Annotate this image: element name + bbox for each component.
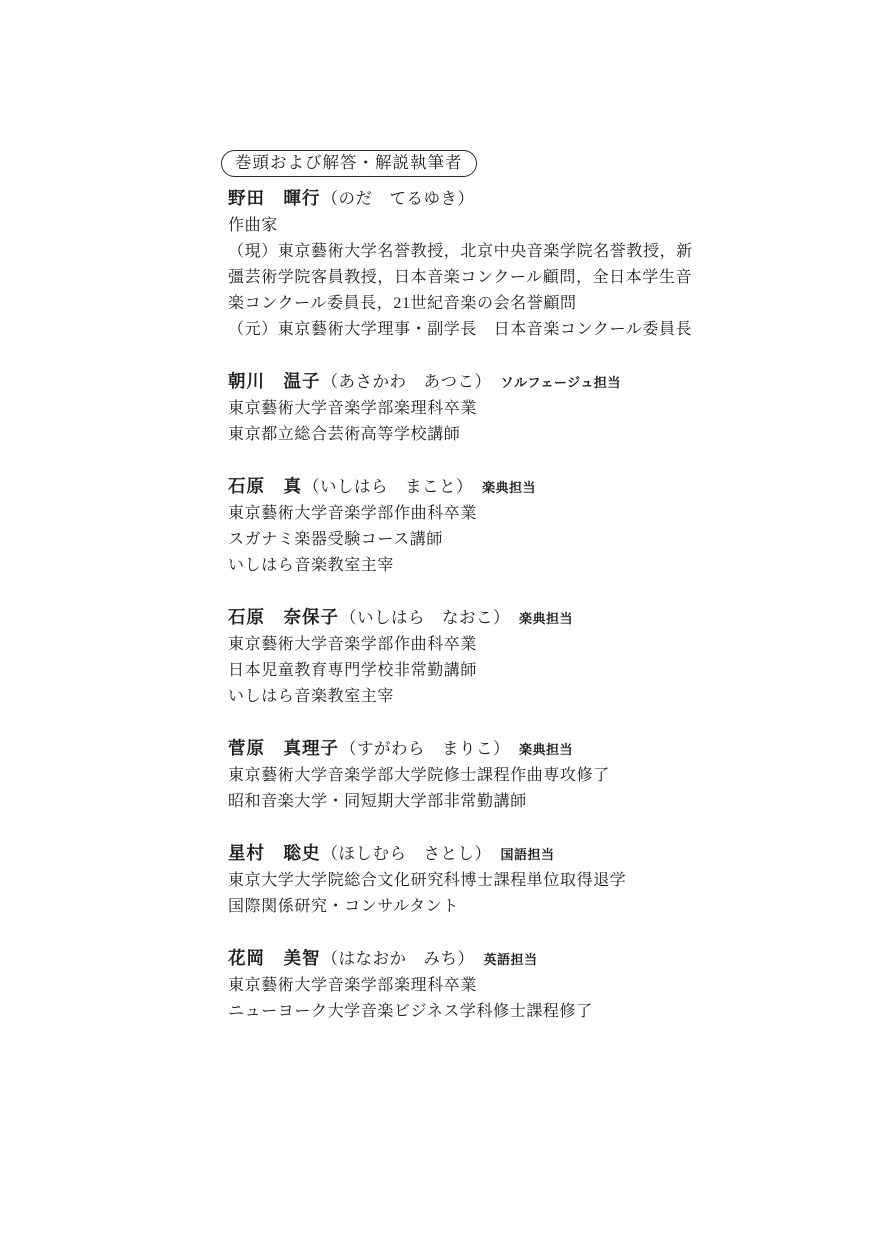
bio-line: いしはら音楽教室主宰 xyxy=(228,557,395,574)
author-reading: （はなおか みち） xyxy=(321,949,475,968)
author-name-line xyxy=(228,368,678,396)
authors-header-label: 巻頭および解答・解説執筆者 xyxy=(235,153,463,172)
author-entry xyxy=(228,185,693,343)
author-reading: （いしはら なおこ） xyxy=(340,608,510,627)
author-name: 朝川 温子 xyxy=(228,371,321,391)
bio-line: 彊芸術学院客員教授，日本音楽コンクール顧問，全日本学生音 xyxy=(228,269,693,286)
author-reading: （いしはら まこと） xyxy=(303,477,473,496)
author-reading: （あさかわ あつこ） xyxy=(321,372,492,391)
author-name-line xyxy=(228,604,678,632)
author-name-line xyxy=(228,735,678,763)
author-role-badge: 国語担当 xyxy=(500,847,555,862)
bio-line: 東京藝術大学音楽学部大学院修士課程作曲専攻修了 xyxy=(228,767,610,784)
bio-line: スガナミ楽器受験コース講師 xyxy=(228,531,444,548)
author-entry xyxy=(228,840,678,920)
bio-line: 作曲家 xyxy=(228,217,278,234)
author-role-badge: 英語担当 xyxy=(483,952,538,967)
bio-line: いしはら音楽教室主宰 xyxy=(228,688,395,705)
author-name: 花岡 美智 xyxy=(228,948,321,968)
author-name: 石原 真 xyxy=(228,476,302,496)
bio-line: ニューヨーク大学音楽ビジネス学科修士課程修了 xyxy=(228,1003,593,1020)
author-reading: （のだ てるゆき） xyxy=(321,189,475,208)
author-role-badge: 楽典担当 xyxy=(519,611,574,626)
bio-line: 東京藝術大学音楽学部作曲科卒業 xyxy=(228,636,478,653)
author-entry xyxy=(228,368,678,448)
bio-line: 東京藝術大学音楽学部楽理科卒業 xyxy=(228,400,478,417)
author-role-badge: ソルフェージュ担当 xyxy=(500,375,621,390)
bio-line: 昭和音楽大学・同短期大学部非常勤講師 xyxy=(228,793,527,810)
author-name-line xyxy=(228,840,678,868)
bio-line: 東京大学大学院総合文化研究科博士課程単位取得退学 xyxy=(228,872,627,889)
author-reading: （すがわら まりこ） xyxy=(340,739,510,758)
author-entry xyxy=(228,473,678,579)
author-name: 野田 暉行 xyxy=(228,188,321,208)
bio-line: （元）東京藝術大学理事・副学長 日本音楽コンクール委員長 xyxy=(228,321,693,338)
author-role-badge: 楽典担当 xyxy=(482,480,537,495)
bio-line: （現）東京藝術大学名誉教授，北京中央音楽学院名誉教授，新 xyxy=(228,243,693,260)
bio-line: 東京藝術大学音楽学部楽理科卒業 xyxy=(228,977,478,994)
bio-line: 東京都立総合芸術高等学校講師 xyxy=(228,426,461,443)
author-entry xyxy=(228,735,678,815)
author-reading: （ほしむら さとし） xyxy=(321,844,492,863)
author-name-line xyxy=(228,945,678,973)
bio-line: 日本児童教育専門学校非常勤講師 xyxy=(228,662,478,679)
authors-header-pill xyxy=(221,150,477,177)
author-name-line xyxy=(228,473,678,501)
bio-line: 国際関係研究・コンサルタント xyxy=(228,898,459,915)
author-name: 星村 聡史 xyxy=(228,843,321,863)
author-entry xyxy=(228,945,678,1025)
bio-line: 楽コンクール委員長，21世紀音楽の会名誉顧問 xyxy=(228,295,577,312)
author-name: 石原 奈保子 xyxy=(228,607,339,627)
authors-section xyxy=(228,150,693,1025)
author-name: 菅原 真理子 xyxy=(228,738,339,758)
bio-line: 東京藝術大学音楽学部作曲科卒業 xyxy=(228,505,478,522)
author-name-line xyxy=(228,185,678,213)
author-entry xyxy=(228,604,678,710)
author-role-badge: 楽典担当 xyxy=(519,742,574,757)
